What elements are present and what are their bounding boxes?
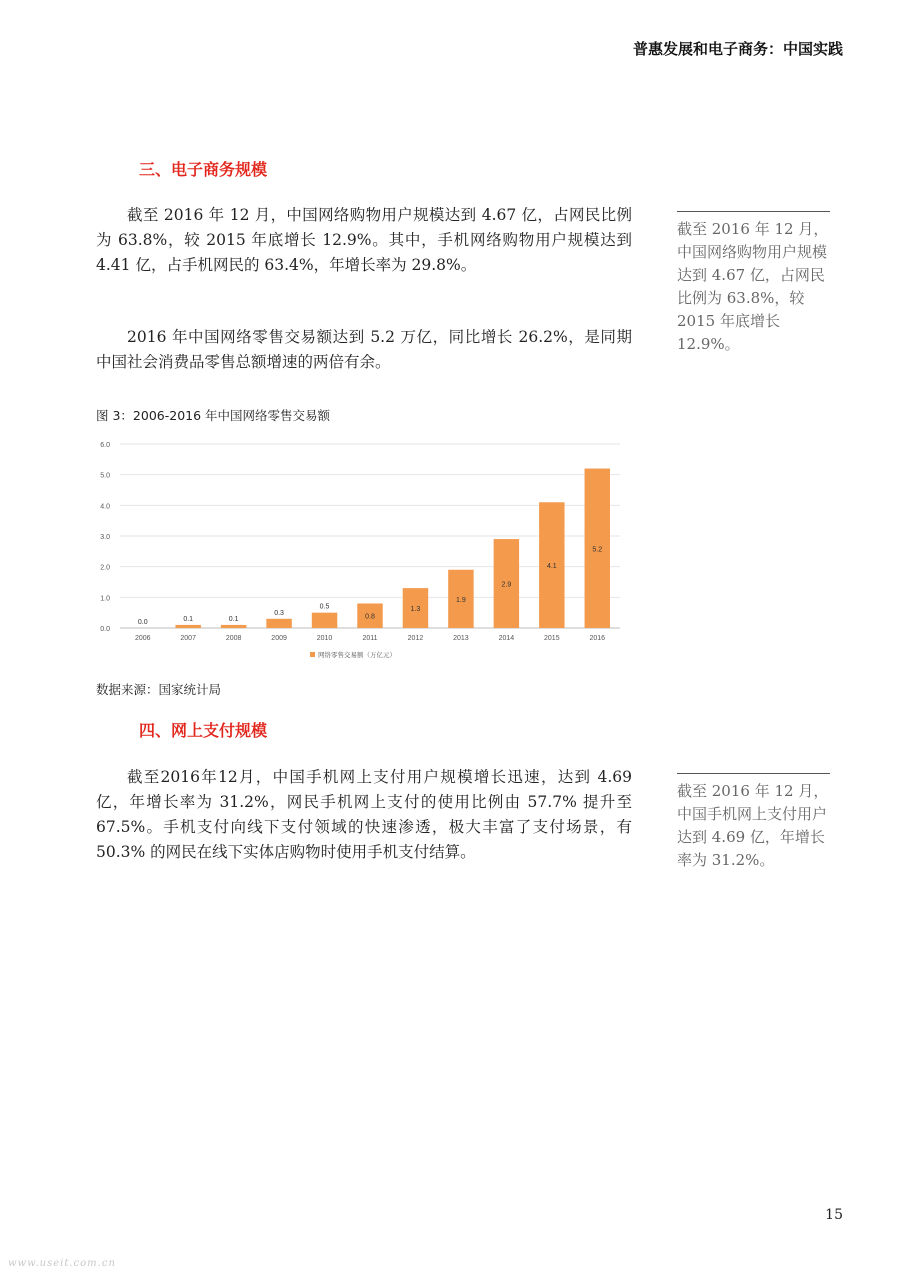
data-label-2007: 0.1 xyxy=(183,615,194,623)
legend-swatch xyxy=(310,652,315,657)
header-title: 普惠发展和电子商务：中国实践 xyxy=(632,40,843,58)
y-tick-label-3.0: 3.0 xyxy=(100,534,110,541)
x-tick-label-2012: 2012 xyxy=(407,635,424,642)
bar-2010 xyxy=(312,613,337,628)
sidenote-mobile-payment: 截至 2016 年 12 月，中国手机网上支付用户达到 4.69 亿，年增长率为 31.2%。 xyxy=(677,773,830,872)
data-label-2009: 0.3 xyxy=(274,609,284,617)
y-tick-label-0.0: 0.0 xyxy=(100,626,110,633)
x-tick-label-2014: 2014 xyxy=(498,635,515,642)
x-tick-label-2009: 2009 xyxy=(271,635,287,642)
bar-2008 xyxy=(221,625,246,628)
data-label-2010: 0.5 xyxy=(319,603,330,611)
y-tick-label-5.0: 5.0 xyxy=(100,472,110,480)
x-tick-label-2016: 2016 xyxy=(589,635,606,642)
data-label-2014: 2.9 xyxy=(501,581,512,589)
y-tick-label-6.0: 6.0 xyxy=(100,442,110,449)
data-label-2011: 0.8 xyxy=(365,613,375,621)
bar-2009 xyxy=(266,619,291,628)
x-tick-label-2007: 2007 xyxy=(180,635,196,642)
x-tick-label-2006: 2006 xyxy=(134,635,151,642)
x-tick-label-2010: 2010 xyxy=(316,635,333,642)
data-label-2016: 5.2 xyxy=(592,546,603,554)
section-heading-ecommerce-scale: 三、电子商务规模 xyxy=(139,160,268,179)
x-tick-label-2013: 2013 xyxy=(453,635,469,642)
paragraph-online-shopping-users: 截至 2016 年 12 月，中国网络购物用户规模达到 4.67 亿，占网民比例为 63.8%，较 2015 年底增长 12.9%。其中，手机网络购物用户规模达到 4.41 亿，占手机网民的 63.4%，年增长率为 29.8%。 xyxy=(96,206,632,274)
legend-label: 网络零售交易额（万亿元） xyxy=(318,651,396,659)
paragraph-online-retail-volume: 2016 年中国网络零售交易额达到 5.2 万亿，同比增长 26.2%，是同期中国社会消费品零售总额增速的两倍有余。 xyxy=(96,328,632,371)
figure-title: 图 3：2006-2016 年中国网络零售交易额 xyxy=(96,408,331,423)
data-label-2008: 0.1 xyxy=(228,615,239,623)
data-label-2013: 1.9 xyxy=(456,596,466,604)
x-tick-label-2008: 2008 xyxy=(225,635,242,642)
y-tick-label-4.0: 4.0 xyxy=(100,503,110,511)
bar-2007 xyxy=(175,625,200,628)
paragraph-mobile-payment: 截至2016年12月，中国手机网上支付用户规模增长迅速，达到 4.69 亿，年增长率为 31.2%，网民手机网上支付的使用比例由 57.7% 提升至 67.5%。手机支付向线下支付领域的快速渗透，极大丰富了支付场景，有 50.3% 的网民在线下实体店购物时使用手机支付结算。 xyxy=(96,768,632,861)
y-tick-label-1.0: 1.0 xyxy=(100,595,110,603)
section-heading-online-payment: 四、网上支付规模 xyxy=(139,721,268,740)
page-number: 15 xyxy=(825,1207,843,1223)
x-tick-label-2011: 2011 xyxy=(362,635,378,642)
sidenote-online-shopping: 截至 2016 年 12 月，中国网络购物用户规模达到 4.67 亿，占网民比例为 63.8%，较 2015 年底增长 12.9%。 xyxy=(677,211,830,356)
watermark: www.useit.com.cn xyxy=(8,1258,116,1269)
data-label-2012: 1.3 xyxy=(410,606,421,614)
data-label-2015: 4.1 xyxy=(546,563,557,571)
x-tick-label-2015: 2015 xyxy=(544,635,560,642)
figure-source: 数据来源：国家统计局 xyxy=(96,682,222,697)
online-retail-bar-chart xyxy=(96,432,636,672)
y-tick-label-2.0: 2.0 xyxy=(100,564,110,572)
data-label-2006: 0.0 xyxy=(137,619,148,626)
